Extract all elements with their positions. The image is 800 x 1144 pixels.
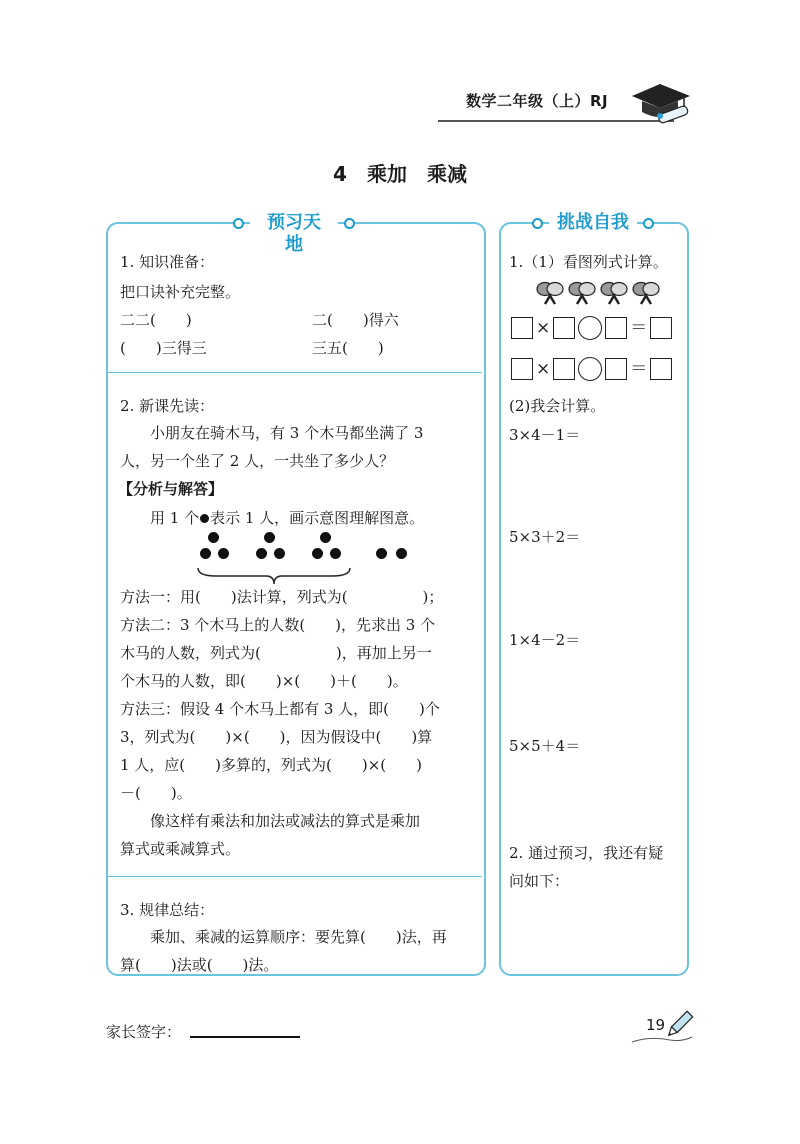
analysis-tag: 【分析与解答】: [118, 480, 224, 498]
paddle-pair-icon: [631, 280, 661, 306]
calc-3: 1×4－2＝: [509, 631, 581, 649]
q3-line-2: 算( )法或( )法。: [120, 956, 279, 974]
method-line-7: 1 人，应( )多算的，列式为( )×( ): [120, 756, 422, 774]
q2-problem-line-2: 人，另一个坐了 2 人，一共坐了多少人？: [120, 452, 395, 470]
q1-blank-4: 三五( ): [312, 339, 384, 357]
method-line-1: 方法一：用( )法计算，列式为( )；: [120, 588, 444, 606]
q1-blank-1: 二二( ): [120, 311, 192, 329]
person-dot: [330, 548, 341, 559]
answer-box[interactable]: [605, 317, 627, 339]
person-dot: [200, 548, 211, 559]
method-line-6: 3，列式为( )×( )，因为假设中( )算: [120, 728, 433, 746]
summary-line-1: 像这样有乘法和加法或减法的算式是乘加: [150, 812, 421, 830]
q2-hint: [150, 508, 424, 528]
answer-box[interactable]: [650, 358, 672, 380]
graduation-cap-icon: [628, 80, 694, 126]
pencil-icon: [630, 1010, 694, 1046]
paddle-picture: [535, 280, 665, 306]
challenge-section-title-bar: [505, 212, 681, 234]
answer-box[interactable]: [553, 317, 575, 339]
calc-2: 5×3＋2＝: [509, 528, 581, 546]
paddle-pair-icon: [567, 280, 597, 306]
dot-symbol: [200, 514, 209, 523]
page-number: 19: [646, 1016, 666, 1034]
person-dot: [208, 532, 219, 543]
summary-line-2: 算式或乘减算式。: [120, 840, 241, 858]
q1-heading: 1. 知识准备：: [120, 253, 215, 271]
operator-circle[interactable]: [578, 316, 602, 340]
times-sign: ×: [536, 318, 551, 338]
times-sign: ×: [536, 359, 551, 379]
r-q1-heading: 1.（1）看图列式计算。: [509, 253, 668, 271]
equation-row-2: [511, 357, 672, 381]
method-line-3: 木马的人数，列式为( )，再加上另一: [120, 644, 432, 662]
q3-heading: 3. 规律总结：: [120, 901, 215, 919]
q2-hint-before: 用 1 个: [150, 509, 200, 527]
signature-line[interactable]: [190, 1036, 300, 1038]
paddle-pair-icon: [535, 280, 565, 306]
method-line-2: 方法二：3 个木马上的人数( )，先求出 3 个: [120, 616, 436, 634]
person-dot: [256, 548, 267, 559]
person-dot: [312, 548, 323, 559]
method-line-5: 方法三：假设 4 个木马上都有 3 人，即( )个: [120, 700, 440, 718]
r-q2-line-1: 2. 通过预习，我还有疑: [509, 844, 664, 862]
q1-instruction: 把口诀补充完整。: [120, 283, 241, 301]
q2-problem-line-1: 小朋友在骑木马，有 3 个木马都坐满了 3: [150, 424, 424, 442]
answer-box[interactable]: [553, 358, 575, 380]
person-dot: [218, 548, 229, 559]
answer-box[interactable]: [605, 358, 627, 380]
calc-1: 3×4－1＝: [509, 426, 581, 444]
q2-hint-after: 表示 1 人，画示意图理解图意。: [210, 509, 425, 527]
calc-4: 5×5＋4＝: [509, 737, 581, 755]
answer-box[interactable]: [511, 358, 533, 380]
preview-section-title-bar: [206, 212, 382, 255]
left-divider-1: [108, 372, 482, 373]
signature-label: 家长签字：: [106, 1023, 182, 1041]
person-dot: [320, 532, 331, 543]
equals-sign: ＝: [630, 318, 648, 338]
challenge-section-title: 挑战自我: [549, 212, 637, 234]
lesson-title: 4 乘加 乘减: [333, 162, 467, 186]
person-dot: [396, 548, 407, 559]
method-line-4: 个木马的人数，即( )×( )＋( )。: [120, 672, 408, 690]
q3-line-1: 乘加、乘减的运算顺序：要先算( )法，再: [150, 928, 447, 946]
person-dot: [264, 532, 275, 543]
dot-diagram: [196, 532, 406, 588]
preview-section-title: 预习天地: [250, 212, 339, 234]
r-q2-line-2: 问如下：: [509, 872, 570, 890]
answer-box[interactable]: [650, 317, 672, 339]
method-line-8: －( )。: [120, 784, 192, 802]
equals-sign: ＝: [630, 359, 648, 379]
q1-blank-2: 二( )得六: [312, 311, 399, 329]
q1-blank-3: ( )三得三: [120, 339, 207, 357]
book-label: 数学二年级（上）RJ: [466, 92, 609, 110]
person-dot: [274, 548, 285, 559]
q2-heading: 2. 新课先读：: [120, 397, 215, 415]
person-dot: [376, 548, 387, 559]
paddle-pair-icon: [599, 280, 629, 306]
left-divider-2: [108, 876, 482, 877]
operator-circle[interactable]: [578, 357, 602, 381]
brace-icon: [196, 566, 352, 586]
answer-box[interactable]: [511, 317, 533, 339]
equation-row-1: [511, 316, 672, 340]
r-sub2-heading: (2)我会计算。: [509, 397, 606, 415]
